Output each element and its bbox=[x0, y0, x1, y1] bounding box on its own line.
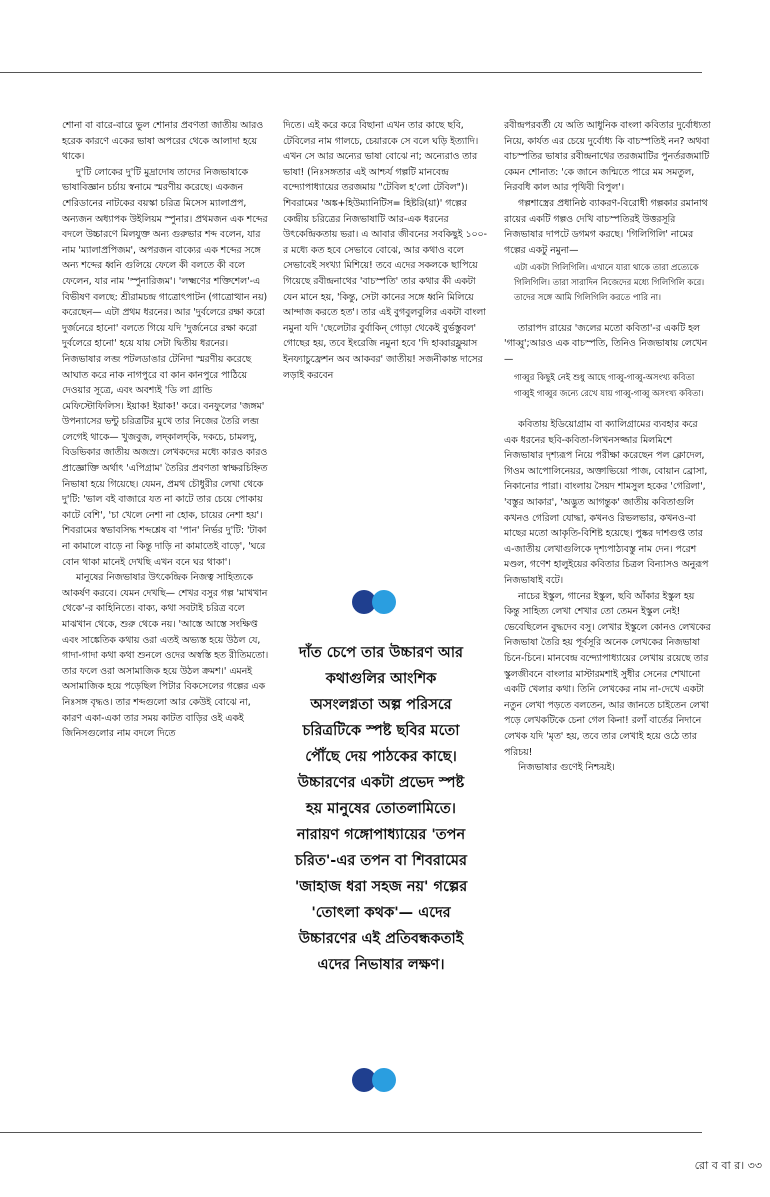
paragraph: মানুষের নিজভাষার উৎকেন্দ্রিক নিজত্ব সাহিত্যকে আকর্ষণ করবে। যেমন দেখছি— শেখর বসুর গল্প 'মাখখান থেকে'-র কাহিনিতে। বাক্য, কথা সবটাই চরিত্র বলে মাঝখান থেকে, শুরু থেকে নয়। 'আস্তে আস্তে সংক্ষিপ্ত এবং সাঙ্কেতিক কথায় ওরা এতই অভ্যস্ত হয়ে উঠল যে, গাদা-গাদা কথা কথা শুনলে ওদের অস্বস্তি হত রীতিমতো। তার ফলে ওরা অসামাজিক হয়ে উঠল ক্রমশ।' এমনই অসামাজিক হয়ে পড়েছিল পিটার বিকসেলের গল্পের এক নিঃসঙ্গ বৃদ্ধও। তার শব্দগুলো আর কেউই বোঝে না, কারণ একা-একা তার সময় কাটত বাড়ির ওই একই জিনিসগুলোর নাম বদলে দিতে bbox=[62, 572, 269, 740]
decorative-dots-bottom bbox=[347, 1068, 407, 1094]
article-column-1 bbox=[62, 118, 270, 742]
poem-excerpt: এটা একটা গিলিগিলি। এখানে যারা থাকে তারা প্রত্যেকে গিলিগিলি। তারা সারাদিন নিজেদের মধ্যে গিলিগিলি করে। তাদের সঙ্গে আমি গিলিগিলি করতে পারি না। bbox=[514, 262, 705, 302]
paragraph: কবিতায় ইডিয়োগ্রাম বা ক্যালিগ্রামের ব্যবহার করে এক ধরনের ছবি-কবিতা-লিখনসজ্জার মিলমিশে নিজভাষার দৃশ্যরূপ নিয়ে পরীক্ষা করেছেন পল ক্লোদেল, গিওম আপোলিনেয়র, অক্তাভিয়ো পাজ, বোয়ান ব্রোসা, নিকানোর পারা। বাংলায় সৈয়দ শামসুল হকের 'গেরিলা', 'বস্তুর আকার', 'অদ্ভুত আগন্তুক' জাতীয় কবিতাগুলি কখনও গেরিলা যোদ্ধা, কখনও রিভলভার, কখনও-বা মাছের মতো আকৃতি-বিশিষ্ট হয়েছে। পুষ্কর দাশগুপ্ত তার এ-জাতীয় লেখাগুলিকে দৃশ্যপাঠ্যবস্তু নাম দেন। পরেশ মণ্ডল, গণেশ হালুইয়ের কবিতার চিত্রল বিন্যাসও অনুরূপ নিজভাষাই বটে। bbox=[504, 419, 709, 587]
paragraph: নিজভাষার গুণেই নিশ্চয়ই। bbox=[518, 762, 615, 774]
paragraph: রবীন্দ্রপরবর্তী যে অতি আধুনিক বাংলা কবিতার দুর্বোধ্যতা নিয়ে, কার্যত এর চেয়ে দুর্বোধ্য কি বাচস্পতিই নন? অথবা বাচস্পতির ভাষার রবীন্দ্রনাথের তরজমাটির পুনর্তরজমাটি কেমন শোনাত: 'কে জানে জন্মিতে পারে মম সমতুল, নিরবধি কাল আর পৃথিবী বিপুল'। bbox=[504, 120, 711, 194]
paragraph: নাচের ইস্কুল, গানের ইস্কুল, ছবি আঁকার ইস্কুল হয় কিন্তু সাহিত্য লেখা শেখার তো তেমন ইস্কুল নেই! ভেবেছিলেন বুদ্ধদেব বসু। লেখার ইস্কুলে কোনও লেখকের নিজভাষা তৈরি হয় পূর্বসূরি অনেক লেখকের নিজভাষা চিনে-চিনে। মানবেন্দ্র বন্দ্যোপাধ্যায়ের লেখায় রয়েছে তার স্কুলজীবনে বাংলার মাস্টারমশাই সুধীর সেনের শেখানো একটি খেলার কথা। তিনি লেখকের নাম না-দেখে একটা নতুন লেখা পড়তে বলতেন, আর জানতে চাইতেন লেখা পড়ে লেখকটিকে চেনা গেল কিনা! রলাঁ বার্তের নিদানে লেখক যদি 'মৃত' হয়, তবে তার লেখাই হয়ে ওঠে তার পরিচয়! bbox=[504, 590, 711, 758]
article-column-2 bbox=[283, 118, 491, 383]
top-rule bbox=[0, 72, 702, 73]
article-column-3 bbox=[504, 118, 712, 776]
light-blue-dot-icon bbox=[372, 1068, 396, 1092]
decorative-dots-top bbox=[347, 590, 407, 616]
paragraph: গল্পশাস্ত্রের প্রধানিষ্ঠ ব্যাকরণ-বিরোধী গল্পকার রমানাথ রায়ের একটি গল্পও দেখি বাচস্পতিরই উত্তরসূরি নিজভাষার দাপটে ডগমগ করছে। 'গিলিগিলি' নামের গল্পের একটু নমুনা— bbox=[504, 197, 708, 256]
pull-quote: দাঁত চেপে তার উচ্চারণ আর কথাগুলির আংশিক অসংলগ্নতা অল্প পরিসরে চরিত্রটিকে স্পষ্ট ছবির মতো পৌঁছে দেয় পাঠকের কাছে। উচ্চারণের একটা প্রভেদ স্পষ্ট হয় মানুষের তোতলামিতে। নারায়ণ গঙ্গোপাধ্যায়ের 'তপন চরিত'-এর তপন বা শিবরামের 'জাহাজ ধরা সহজ নয়' গল্পের 'তোৎলা কথক'— এদের উচ্চারণের এই প্রতিবন্ধকতাই এদের নিভাষার লক্ষণ। bbox=[294, 645, 468, 973]
paragraph: দিতে। এই করে করে বিছানা এখন তার কাছে ছবি, টেবিলের নাম গালচে, চেয়ারকে সে বলে ঘড়ি ইত্যাদি। এখন সে আর অন্যের ভাষা বোঝে না; অন্যেরাও তার ভাষা! (নিঃসঙ্গতার এই আশ্চর্য গল্পটি মানবেন্দ্র বন্দ্যোপাধ্যায়ের তরজমায় "টেবিল হ'লো টেবিল")। শিবরামের 'অঙ্ক+হিউম্যানিটিস= হিষ্টরি(য়া)' গল্পের কেন্দ্রীয় চরিত্রের নিজভাষাটি আর-এক ধরনের উৎকেন্দ্রিকতায় ভরা। এ আবার জীবনের সবকিছুই ১০০-র মধ্যে কত হবে সেভাবে বোঝে, আর কথাও বলে সেভাবেই সংখ্যা মিশিয়ে! তবে এদের সকলকে ছাপিয়ে গিয়েছে রবীন্দ্রনাথের 'বাচস্পতি' তার কথার কী একটা যেন মানে হয়, 'কিন্তু, সেটা কানের সঙ্গে ধ্বনি মিলিয়ে আন্দাজ করতে হত'। তার এই বুগবুলবুলির একটা বাংলা নমুনা যদি 'ছেলেটার বুৰ্বাকিন্‌ গোড়া থেকেই বুৰ্ভস্তুবল' গোছের হয়, তবে ইংরেজি নমুনা হবে 'দি হাব্বারফ্লুয়াস ইনফ্যাচুফ্রেশন অব আকবর' জাতীয়! সজনীকান্ত দাসের লড়াই করবেন bbox=[283, 120, 487, 381]
poem-excerpt: গাব্বুর কিছুই নেই শুধু আছে গাব্বু-গাব্বু-অসংখ্য কবিতা bbox=[514, 371, 695, 382]
paragraph: তারাপদ রায়ের 'জলের মতো কবিতা'-র একটি হল 'গাব্বু';আরও এক বাচস্পতি, তিনিও নিজভাষায় লেখেন— bbox=[504, 322, 708, 365]
paragraph: দু'টি লোকের দু'টি মুদ্রাদোষ তাদের নিজভাষাকে ভাষাবিজ্ঞান চর্চায় স্বনামে স্মরণীয় করেছে। একজন শেরিডানের নাটকের বয়স্কা চরিত্র মিসেস ম্যালাপ্রপ, অন্যজন অধ্যাপক উইলিয়ম স্পুনার। প্রথমজন এক শব্দের বদলে উচ্চারণে মিলযুক্ত অন্য গুরুভার শব্দ বলেন, যার নাম 'ম্যালাপ্রপিজম', অপরজন বাক্যের এক শব্দের সঙ্গে অন্য শব্দের ধ্বনি গুলিয়ে ফেলে কী বলতে কী বলে ফেলেন, যার নাম 'স্পুনারিজম'। 'লক্ষ্মণের শক্তিশেল'-এ বিভীষণ বলছে: শ্রীরামচন্দ্র গাত্রোৎপাটন (গাত্রোত্থান নয়) করেছেন— এটা প্রথম ধরনের। আর 'দুর্বলেরে রক্ষা করো দুর্জনেরে হানো' বলতে গিয়ে যদি 'দুর্জনেরে রক্ষা করো দুর্বলেরে হানো' হয়ে যায় সেটা দ্বিতীয় ধরনের। নিজভাষার লব্জ পটলডাঙার টেনিদা স্মরণীয় করেছে আঘাত করে নাক নাগপুরে বা কান কানপুরে পাঠিয়ে দেওয়ার সূত্রে, এবং অবশ্যই 'ডি লা গ্রান্ডি মেফিস্টোফিলিস। ইয়াক! ইয়াক!' করে। বনফুলের 'জঙ্গম' উপন্যাসের ভন্টু চরিত্রটির মুখে তার নিজের তৈরি লব্জ লেগেই থাকে— খুজবুজ, লদ্‌কালদ্‌কি, দকচে, চামলদু, বিডভিকার জাতীয় অজস্র। লেখকদের মধ্যে কারও কারও প্রাজ্ঞোক্তি অর্থাৎ 'এপিগ্রাম' তৈরির প্রবণতা স্বাক্ষরচিহ্নিত নিভাষা হয়ে গিয়েছে। যেমন, প্রমথ চৌধুরীর লেখা থেকে দু'টি: 'ভাল বই বাজারে যত না কাটে তার চেয়ে পোকায় কাটে বেশি', 'চা খেলে নেশা না হোক, চায়ের নেশা হয়'। শিবরামের স্বভাবসিদ্ধ শব্দশ্লেষ বা 'পান' নির্ভর দু'টি: 'টাকা না কামালে বাড়ে না কিন্তু দাড়ি না কামাতেই বাড়ে', 'ঘরে বোন থাকা মানেই দেখছি এখন বনে ঘর থাকা'। bbox=[62, 166, 268, 568]
poem-excerpt: গাব্বুই গাব্বুর জন্যে রেখে যায় গাব্বু-গাব্বু অসংখ্য কবিতা। bbox=[514, 388, 704, 399]
paragraph: শোনা বা বারে-বারে ভুল শোনার প্রবণতা জাতীয় আরও হরেক কারণে একের ভাষা অপরের থেকে আলাদা হয়ে থাকে। bbox=[62, 120, 264, 163]
page-footer: রো ব বা র। ৩৩ bbox=[694, 1159, 762, 1172]
light-blue-dot-icon bbox=[372, 590, 396, 614]
bottom-rule bbox=[0, 1132, 702, 1133]
